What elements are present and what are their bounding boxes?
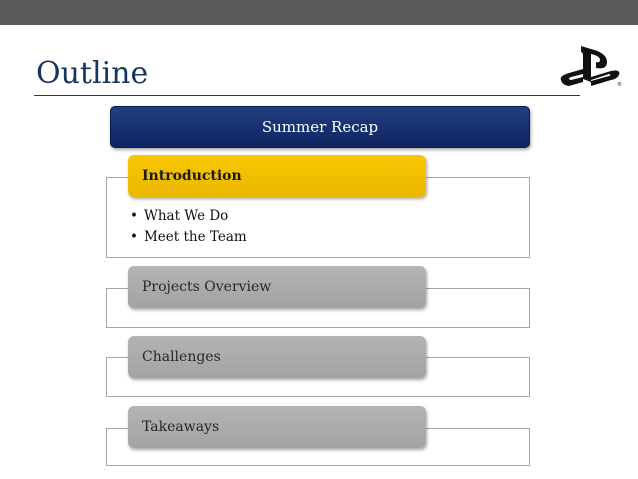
slide-title: Outline [36,56,149,91]
bullet-text: Meet the Team [143,229,247,245]
section-tab-takeaways[interactable] [128,406,426,448]
section-tab-introduction[interactable] [128,155,426,197]
section-label: Introduction [142,168,242,184]
summer-recap-header: Summer Recap [110,106,530,148]
list-item [130,227,247,248]
introduction-bullet-list [130,206,247,248]
section-label: Takeaways [142,419,220,435]
title-divider [34,95,580,96]
top-bar [0,0,638,25]
section-label: Challenges [142,349,221,365]
section-label: Projects Overview [142,279,272,295]
svg-text:®: ® [617,82,622,88]
section-tab-challenges[interactable] [128,336,426,378]
bullet-text: What We Do [143,208,229,224]
playstation-logo-icon [559,42,621,94]
section-tab-projects-overview[interactable] [128,266,426,308]
list-item [130,206,247,227]
